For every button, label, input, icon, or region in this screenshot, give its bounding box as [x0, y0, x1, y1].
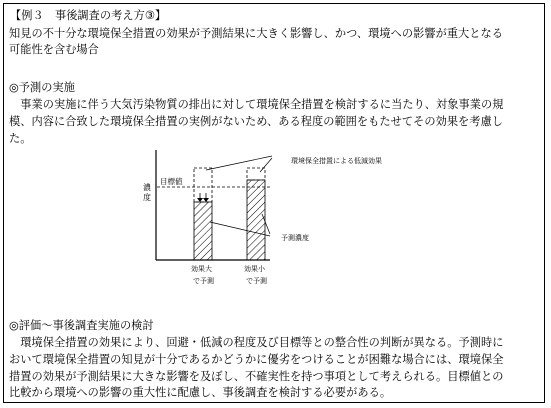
section2-line-1: 環境保全措置の効果により、回避・低減の程度及び目標等との整合性の判断が異なる。予測時に — [9, 336, 504, 349]
section1-line-2: 模、内容に合致した環境保全措置の実例がないため、ある程度の範囲をもたせてその効果を考慮し — [9, 115, 504, 128]
bar-1-label-line-1: 効果大 — [191, 265, 212, 273]
y-axis-label-char-1: 濃 — [143, 183, 151, 192]
predicted-label: 予測濃度 — [281, 234, 309, 242]
section2-line-4: 比較から環境への影響の重大性に配慮し、事後調査を検討する必要がある。 — [9, 386, 392, 399]
intro-line-1: 知見の不十分な環境保全措置の効果が予測結果に大きく影響し、かつ、環境への影響が重大となる — [9, 27, 504, 40]
section1-line-3: た。 — [9, 132, 32, 145]
bar-1-label-line-2: で予測 — [193, 277, 214, 285]
bar-2-label-line-2: で予測 — [246, 277, 267, 285]
section2-line-3: 措置の効果が予測結果に大きな影響を及ぼし、不確実性を持つ事項として考えられる。目標値との — [9, 370, 504, 383]
example-title: 【例３ 事後調査の考え方③】 — [10, 9, 167, 22]
section1-line-1: 事業の実施に伴う大気汚染物質の排出に対して環境保全措置を検討するに当たり、対象事業の規 — [9, 98, 504, 111]
section2-heading: ◎評価～事後調査実施の検討 — [9, 319, 154, 332]
section1-heading: ◎予測の実施 — [9, 81, 75, 94]
y-axis-label-char-2: 度 — [143, 193, 151, 202]
effect-label: 環境保全措置による低減効果 — [291, 157, 382, 165]
bar-2-label-line-1: 効果小 — [244, 265, 265, 273]
intro-line-2: 可能性を含む場合 — [9, 43, 99, 56]
target-label: 目標値 — [160, 177, 183, 186]
section2-line-2: おいて環境保全措置の知見が十分であるかどうかに優劣をつけることが困難な場合には、環境保全 — [9, 353, 504, 366]
